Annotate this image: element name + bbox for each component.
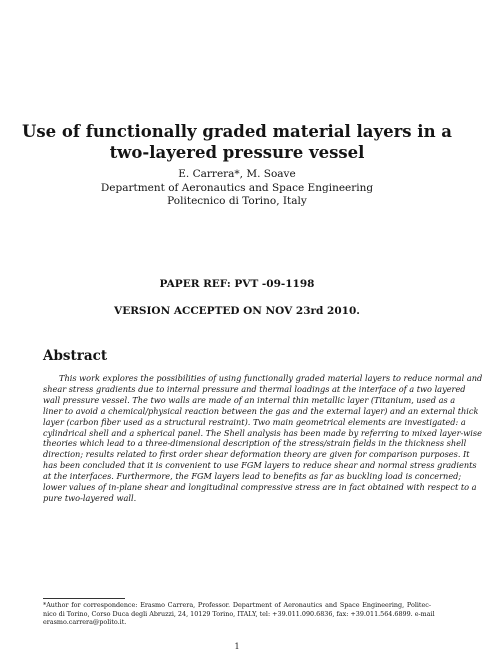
abstract-heading: Abstract [43,348,108,364]
page-number: 1 [234,642,240,651]
abstract-line: This work explores the possibilities of using functionally graded material layers to reduce normal and [59,373,482,383]
abstract-line: layer (carbon fiber used as a structural restraint). Two main geometrical elements are investigated: a [43,416,466,427]
abstract-line: wall pressure vessel. The two walls are made of an internal thin metallic layer (Titanium, used as a [43,394,456,405]
abstract-line: cylindrical shell and a spherical panel. The Shell analysis has been made by referring to mixed layer-wise [43,427,482,438]
abstract-line: lower values of in-plane shear and longitudinal compressive stress are in fact obtained with respect to a [43,482,477,493]
paper-ref: PAPER REF: PVT -09-1198 [159,278,315,290]
abstract-line: pure two-layered wall. [43,492,137,503]
abstract-line: at the interfaces. Furthermore, the FGM layers lead to benefits as far as buckling load is concerned; [43,471,462,482]
abstract-line: theories which lead to a three-dimensional description of the stress/strain fields in the thickness shell [43,438,467,449]
abstract-line: liner to avoid a chemical/physical reaction between the gas and the external layer) and an external thick [43,405,479,416]
footnote-line: *Author for correspondence: Erasmo Carrera, Professor. Department of Aeronautics and Space Engineering, Politec- [43,601,431,609]
author-institution: Politecnico di Torino, Italy [167,195,307,207]
title-line-1: Use of functionally graded material layers in a [22,122,452,141]
footnote-line: erasmo.carrera@polito.it. [43,618,127,627]
abstract-line: direction; results related to first order shear deformation theory are given for comparison purposes. It [43,449,470,460]
author-names: E. Carrera*, M. Soave [178,168,296,180]
author-department: Department of Aeronautics and Space Engineering [100,181,374,194]
footnote [43,601,435,627]
version-note: VERSION ACCEPTED ON NOV 23rd 2010. [114,305,360,317]
author-block [0,168,474,209]
abstract-body [43,373,482,504]
footnote-rule [43,598,125,599]
abstract-line: has been concluded that it is convenient to use FGM layers to reduce shear and normal stress gradients [43,460,477,471]
footnote-line: nico di Torino, Corso Duca degli Abruzzi, 24, 10129 Torino, ITALY, tel: +39.011.090.6836, fax: +39.011.564.6899. e-mail [43,609,435,618]
paper-title [0,121,474,163]
title-line-2: two-layered pressure vessel [109,143,365,162]
abstract-line: shear stress gradients due to internal pressure and thermal loadings at the interface of a two layered [43,383,466,394]
